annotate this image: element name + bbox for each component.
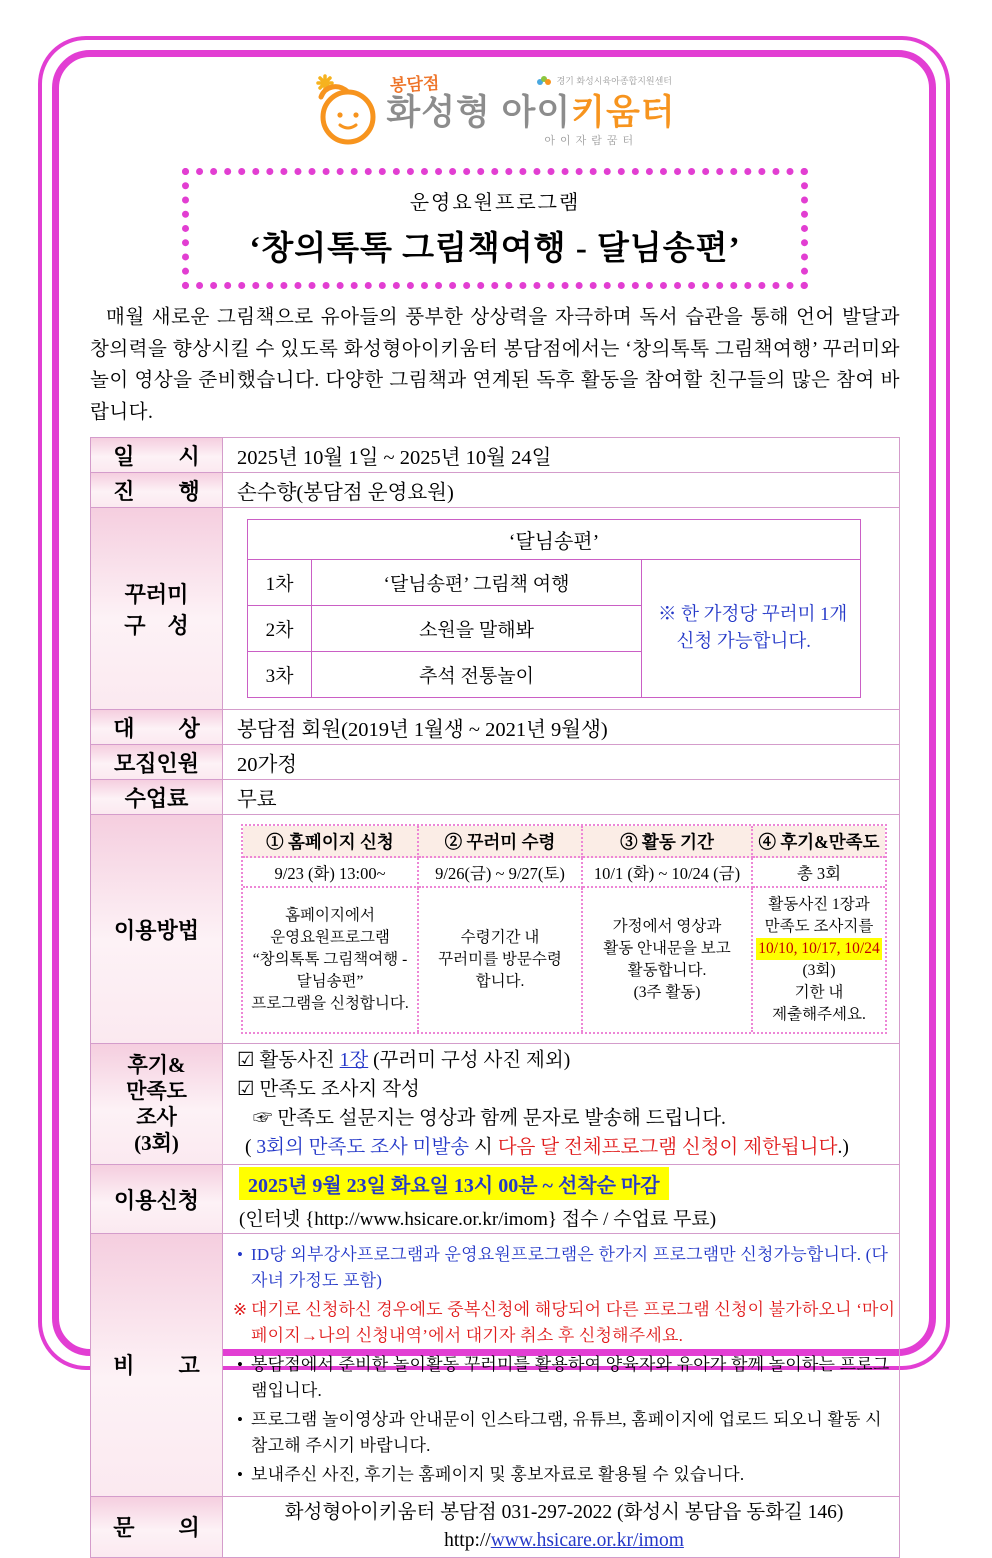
table-row-contact <box>91 1497 899 1557</box>
row-label-capacity: 모집인원 <box>91 745 223 779</box>
review-item1-pre: 활동사진 <box>259 1050 340 1071</box>
method-step-title: ① 홈페이지 신청 <box>243 826 419 858</box>
notes-content <box>223 1234 899 1496</box>
title-box <box>182 168 808 289</box>
org-logo-icon <box>536 75 552 87</box>
review-label-line: (3회) <box>134 1131 179 1155</box>
warning-mid: 시 <box>469 1137 498 1158</box>
kit-table <box>247 519 861 698</box>
desc-line: 프로그램을 신청합니다. <box>251 995 409 1012</box>
row-value-fee: 무료 <box>237 789 277 811</box>
desc-line: 달님송편” <box>296 973 364 990</box>
kit-item-no: 1차 <box>248 560 312 606</box>
table-row-kit <box>91 508 899 710</box>
kit-content <box>223 508 899 709</box>
review-item-warning <box>237 1133 891 1162</box>
asterisk-icon: ※ <box>232 1300 248 1319</box>
kit-label-line1: 꾸러미 <box>124 581 189 607</box>
desc-line: 운영요원프로그램 <box>270 929 390 946</box>
desc-line: “창의톡톡 그림책여행 - <box>252 951 408 968</box>
row-label-apply: 이용신청 <box>91 1165 223 1233</box>
review-item-survey <box>237 1075 891 1104</box>
note-text: ID당 외부강사프로그램과 운영요원프로그램은 한가지 프로그램만 신청가능합니다. (다자녀 가정도 포함) <box>251 1245 889 1290</box>
warning-close: .) <box>837 1137 849 1158</box>
review-item-sms <box>237 1104 891 1133</box>
desc-line: (3주 활동) <box>633 984 701 1001</box>
logo-tagline: 아이자람꿈터 <box>544 135 639 147</box>
kit-item-no: 2차 <box>248 606 312 652</box>
row-label-review <box>91 1044 223 1164</box>
kit-grid <box>248 560 860 697</box>
apply-content <box>223 1165 899 1233</box>
url-prefix: http:// <box>444 1529 491 1551</box>
row-label-notes: 비 고 <box>91 1234 223 1496</box>
row-label-fee: 수업료 <box>91 780 223 814</box>
review-item3-text: 만족도 설문지는 영상과 함께 문자로 발송해 드립니다. <box>277 1108 726 1129</box>
method-step-title: ② 꾸러미 수령 <box>419 826 583 858</box>
table-row-date <box>91 438 899 473</box>
desc-line: 합니다. <box>475 973 525 990</box>
desc-line: 활동사진 1장과 <box>768 896 870 913</box>
desc-line: 홈페이지에서 <box>285 907 375 924</box>
desc-line: (3회) <box>802 962 836 979</box>
program-category: 운영요원프로그램 <box>409 192 581 214</box>
row-value-host: 손수향(봉담점 운영요원) <box>237 482 454 504</box>
note-text: 대기로 신청하신 경우에도 중복신청에 해당되어 다른 프로그램 신청이 불가하오니 ‘마이페이지→나의 신청내역’에서 대기자 취소 후 신청해주세요. <box>251 1300 896 1345</box>
method-step-date: 9/26(금) ~ 9/27(토) <box>419 858 583 888</box>
row-value-date: 2025년 10월 1일 ~ 2025년 10월 24일 <box>237 447 552 469</box>
highlighted-dates: 10/10, 10/17, 10/24 <box>756 938 881 960</box>
review-item1-count: 1장 <box>339 1050 369 1071</box>
table-row-method <box>91 815 899 1044</box>
logo-branch: 봉담점 <box>390 73 441 96</box>
note-text: 보내주신 사진, 후기는 홈페이지 및 홍보자료로 활용될 수 있습니다. <box>251 1465 745 1484</box>
apply-sub-text: (인터넷 {http://www.hsicare.or.kr/imom} 접수 / 수업료 무료) <box>239 1209 717 1230</box>
kit-item-name: ‘달님송편’ 그림책 여행 <box>312 560 642 606</box>
row-label-method: 이용방법 <box>91 815 223 1043</box>
kit-item-name: 소원을 말해봐 <box>312 606 642 652</box>
bullet-icon: • <box>237 1355 243 1374</box>
review-label-line: 후기& <box>127 1053 186 1077</box>
kit-header: ‘달님송편’ <box>248 520 860 560</box>
logo-title-gray: 화성형 아이 <box>386 93 572 132</box>
method-step-desc <box>243 888 419 1032</box>
method-step-date: 9/23 (화) 13:00~ <box>243 858 419 888</box>
method-step-desc <box>753 888 885 1032</box>
bullet-icon: • <box>237 1245 243 1264</box>
review-item2-text: 만족도 조사지 작성 <box>259 1079 420 1100</box>
note-item <box>229 1462 897 1488</box>
contact-url-link[interactable]: www.hsicare.or.kr/imom <box>490 1529 684 1551</box>
note-item <box>229 1407 897 1458</box>
program-title: ‘창의톡톡 그림책여행 - 달님송편’ <box>249 231 741 267</box>
method-step-date: 10/1 (화) ~ 10/24 (금) <box>583 858 753 888</box>
table-row-notes <box>91 1234 899 1497</box>
flyer-content <box>90 62 900 1558</box>
row-label-target: 대 상 <box>91 710 223 744</box>
kit-item-name: 추석 전통놀이 <box>312 652 642 697</box>
checkbox-checked-icon: ☑ <box>237 1079 255 1100</box>
review-item-photo <box>237 1046 891 1075</box>
note-text: 프로그램 놀이영상과 안내문이 인스타그램, 유튜브, 홈페이지에 업로드 되오니 활동 시 참고해 주시기 바랍니다. <box>251 1410 882 1455</box>
note-item <box>229 1352 897 1403</box>
row-label-host: 진 행 <box>91 473 223 507</box>
warning-blue-text: 3회의 만족도 조사 미발송 <box>256 1137 470 1158</box>
logo-title <box>386 95 675 131</box>
table-row-fee <box>91 780 899 815</box>
note-text: 봉담점에서 준비한 놀이활동 꾸러미를 활용하여 양육자와 유아가 함께 놀이하는 프로그램입니다. <box>251 1355 890 1400</box>
note-item <box>229 1242 897 1293</box>
kit-note-line2: 신청 가능합니다. <box>658 631 811 652</box>
row-value-capacity: 20가정 <box>237 754 298 776</box>
table-row-review <box>91 1044 899 1165</box>
review-content <box>223 1044 899 1164</box>
method-step-desc <box>419 888 583 1032</box>
method-step-desc <box>583 888 753 1032</box>
row-label-contact: 문 의 <box>91 1497 223 1557</box>
desc-line: 꾸러미를 방문수령 <box>438 951 562 968</box>
smiley-face-icon <box>314 70 378 148</box>
desc-line: 수령기간 내 <box>460 929 540 946</box>
review-label-line: 조사 <box>136 1105 177 1129</box>
row-label-date: 일 시 <box>91 438 223 472</box>
review-item1-post: (꾸러미 구성 사진 제외) <box>368 1050 571 1071</box>
contact-line2 <box>237 1527 891 1555</box>
note-item <box>229 1297 897 1348</box>
org-mark <box>536 74 672 87</box>
logo-header <box>90 62 900 156</box>
org-name: 경기 화성시육아종합지원센터 <box>556 76 672 86</box>
desc-line: 활동합니다. <box>627 962 707 979</box>
table-row-capacity <box>91 745 899 780</box>
row-label-kit <box>91 508 223 709</box>
table-row-target <box>91 710 899 745</box>
method-step-title: ④ 후기&만족도 <box>753 826 885 858</box>
table-row-apply <box>91 1165 899 1234</box>
warning-red-text: 다음 달 전체프로그램 신청이 제한됩니다 <box>497 1137 838 1158</box>
bullet-icon: • <box>237 1410 243 1429</box>
bullet-icon: • <box>237 1465 243 1484</box>
table-row-host <box>91 473 899 508</box>
desc-line: 만족도 조사지를 <box>764 918 874 935</box>
pointer-hand-icon: ☞ <box>253 1108 273 1129</box>
contact-content <box>223 1497 899 1557</box>
contact-line1: 화성형아이키움터 봉담점 031-297-2022 (화성시 봉담읍 동화길 146) <box>284 1501 844 1523</box>
intro-paragraph: 매월 새로운 그림책으로 유아들의 풍부한 상상력을 자극하며 독서 습관을 통해 언어 발달과 창의력을 향상시킬 수 있도록 화성형아이키움터 봉담점에서는 ‘창의톡톡 그림책여행’ 꾸러미와 놀이 영상을 준비했습니다. 다양한 그림책과 연계된 독후 활동을 참여할 친구들의 많은 참여 바랍니다. <box>90 307 900 423</box>
method-content <box>223 815 899 1043</box>
desc-line: 가정에서 영상과 <box>612 918 722 935</box>
row-value-target: 봉담점 회원(2019년 1월생 ~ 2021년 9월생) <box>237 719 608 741</box>
desc-line: 활동 안내문을 보고 <box>603 940 731 957</box>
checkbox-checked-icon: ☑ <box>237 1050 255 1071</box>
desc-line: 제출해주세요. <box>772 1006 866 1023</box>
info-table <box>90 437 900 1558</box>
method-table <box>241 824 887 1034</box>
kit-note-line1: ※ 한 가정당 꾸러미 1개 <box>658 604 848 625</box>
warning-open: ( <box>245 1137 257 1158</box>
logo-title-orange: 키움터 <box>571 93 676 132</box>
desc-line: 기한 내 <box>794 984 844 1001</box>
kit-label-line2: 구 성 <box>124 612 189 638</box>
kit-note <box>642 560 860 697</box>
kit-item-no: 3차 <box>248 652 312 697</box>
method-step-title: ③ 활동 기간 <box>583 826 753 858</box>
review-label-line: 만족도 <box>126 1079 187 1103</box>
method-step-date: 총 3회 <box>753 858 885 888</box>
apply-deadline-highlight: 2025년 9월 23일 화요일 13시 00분 ~ 선착순 마감 <box>239 1167 669 1200</box>
